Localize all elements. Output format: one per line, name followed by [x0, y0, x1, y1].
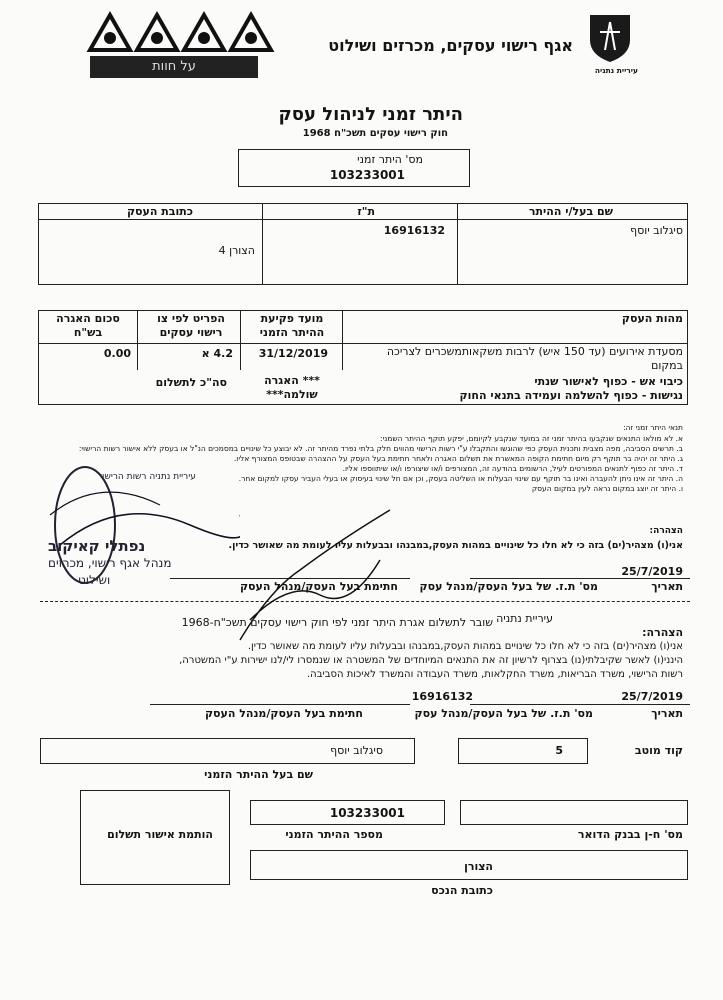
fee-paid-note [246, 374, 338, 402]
stamp-oval-text: עיריית נתניה רשות הרישוי [100, 472, 196, 482]
business-address-header: כתובת העסק [126, 205, 193, 218]
condition-item: ו. היתר זה יוצג במקום נראה לעין במקום העסק [531, 484, 683, 493]
fee-amount: 0.00 [103, 347, 131, 360]
condition-item: ה. היתר זה אינו ניתן להעברה ואינו בר תוקף עם שינוי הבעלות או השליטה בעסק, וכן אם חל שינוי בעיסוק או בעלי העביר עסקו למקום אחר. [238, 474, 683, 483]
voucher-city: עיריית נתניה [496, 612, 553, 625]
declaration-date: 25/7/2019 [621, 565, 683, 578]
payment-stamp-label: הותמת אישור תשלום [107, 828, 213, 841]
condition-item: ב. תרשים הסביבה, מפה מצבית ותכנית העסק כפי שהוגשו והתקבלו ע"י רשות הרישוי מהווים חלק בלתי נפרד מהיתר זה. לא יבוצע כל שינויים במסמכים הנ"ל או בעסק ללא אישור רשות הרישוי: [78, 444, 683, 453]
voucher-sign-label: חתימת בעל העסק/מנהל העסק [204, 707, 363, 720]
fee-paid-text: *** האגרה שולמה*** [264, 374, 320, 401]
expiry-header-text: מועד פקיעת ההיתר הזמני [259, 312, 325, 339]
fee-header-text: סכום האגרה בש"ח [56, 312, 120, 339]
business-nature-text: מסעדת אירועים (עד 150 איש) לרבות משקאותמשכרים לצריכה במקום [386, 345, 683, 372]
municipality-logo [585, 10, 635, 65]
fee-header [43, 312, 133, 340]
property-address-label: כתובת הנכס [431, 884, 493, 897]
voucher-date-label: תאריך [651, 707, 683, 720]
beneficiary-code: 5 [555, 744, 563, 757]
law-reference: חוק רישוי עסקים תשכ"ח 1968 [302, 128, 448, 139]
voucher-permit-number: 103233001 [329, 806, 405, 820]
item-header-text: הפריט לפי צו רישוי עסקים [157, 312, 225, 339]
access-condition: נגישות - כפוף להשלמה ועמידה בתנאי החוק [459, 389, 683, 402]
holder-id: 16916132 [383, 224, 445, 237]
bank-account-field [460, 800, 688, 825]
voucher-declaration-text-3: רשות הרישוי, משרד הבריאות, משרד החקלאות, משרד העבודה והמשרד לאיכות הסביבה. [306, 669, 683, 680]
business-nature [383, 345, 683, 373]
declaration-text: אני(ו) מצהיר(ים) בזה כי לא חלו כל שינויים במהות העסק,במבנהו ובבעלות עליו לעומת מה שאושר כדין. [228, 540, 683, 551]
voucher-holder-name: סיגלוב יוסף [330, 744, 383, 757]
voucher-declaration-text-2: הינני(ו) לאשר שקיבלתי(נו) בצרוף לרשיון זה את התנאים המיוחדים של המשטרה או שנמסרו לי/לנו ישירות ע"י המשטרה, [179, 655, 683, 666]
holder-name-header: שם בעל/י ההיתר [528, 205, 613, 218]
department-title: אגף רישוי עסקים, מכרזים ושילוט [328, 36, 573, 55]
declaration-title: הצהרה: [649, 526, 683, 536]
expiry-header [246, 312, 338, 340]
fire-condition: כיבוי אש - כפוף לאישור שנתי [534, 375, 683, 388]
permit-number: 103233001 [329, 168, 405, 182]
holder-name: סיגלוב יוסף [630, 224, 683, 237]
condition-item: א. לא מולאו התנאים שנקבעו בהיתר זמני זה במועד שנקבע לקיומם, יפקע תוקף ההיתר השמני: [380, 434, 683, 443]
stamp-subtitle: ושילוט [78, 573, 111, 587]
condition-item: ג. היתר זה יהיה בר תוקף רק מיום חתימת הקופה המאשרת את תשלום האגרה ולאחר חתימת בעל העסק על ההצהרה שבטופס המצורף אליו. [233, 454, 683, 463]
business-item: 4.2 א [201, 347, 233, 360]
stamp-title: מנהל אגף רישוי, מכרזים [48, 556, 172, 570]
page-title: היתר זמני לניהול עסק [278, 104, 463, 125]
certification-badge [90, 56, 258, 78]
voucher-declaration-title: הצהרה: [642, 626, 683, 639]
signature [230, 500, 400, 650]
voucher-holder-label: שם בעל ההיתר הזמני [204, 768, 313, 781]
permit-expiry: 31/12/2019 [258, 347, 328, 360]
certification-logos [85, 10, 275, 52]
voucher-id-label: מס' ת.ז. של בעל העסק/מנהל עסק [414, 707, 593, 720]
declaration-id-label: מס' ת.ז. של בעל העסק/מנהל עסק [419, 580, 598, 593]
voucher-title: שובר לתשלום אגרת היתר זמני לפי חוק רישוי עסקים תשכ"ח-1968 [181, 616, 493, 629]
badge-text: על חוות [152, 59, 196, 74]
logo-caption: עיריית נתניה [594, 66, 638, 75]
conditions-title: תנאי היתר זמני זה: [623, 423, 683, 432]
total-label: סה"כ לתשלום [155, 376, 227, 389]
voucher-declaration-text: אני(ו) מצהיר(ים) בזה כי לא חלו כל שינויים במהות העסק,במבנהו ובבעלות עליו לעומת מה שאושר כדין. [247, 641, 683, 652]
beneficiary-code-box [458, 738, 588, 764]
bank-account-label: מס' ח-ן בבנק הדואר [577, 828, 683, 841]
declaration-sign-label: חתימת בעל העסק/מנהל העסק [239, 580, 398, 593]
stamp-name: נפתלי קאיקוב [48, 537, 146, 555]
nature-header: מהות העסק [621, 312, 683, 325]
voucher-date: 25/7/2019 [621, 690, 683, 703]
beneficiary-code-label: קוד מוטב [634, 744, 683, 757]
condition-item: ד. היתר זה כפוף לתנאים המפורטים לעיל, הרשומים בהודעה זה, המצורפים ו/או שיצורפו ו/או שיתווספו אליו. [342, 464, 683, 473]
declaration-date-label: תאריך [651, 580, 683, 593]
property-street: הצורן [464, 860, 493, 873]
permit-number-label: מס' היתר זמני [357, 153, 423, 166]
voucher-id: 16916132 [411, 690, 473, 703]
voucher-permit-number-label: מספר ההיתר הזמני [285, 828, 383, 841]
business-address: הצורן 4 [218, 244, 255, 257]
holder-id-header: ת"ז [357, 205, 375, 218]
item-header [145, 312, 237, 340]
